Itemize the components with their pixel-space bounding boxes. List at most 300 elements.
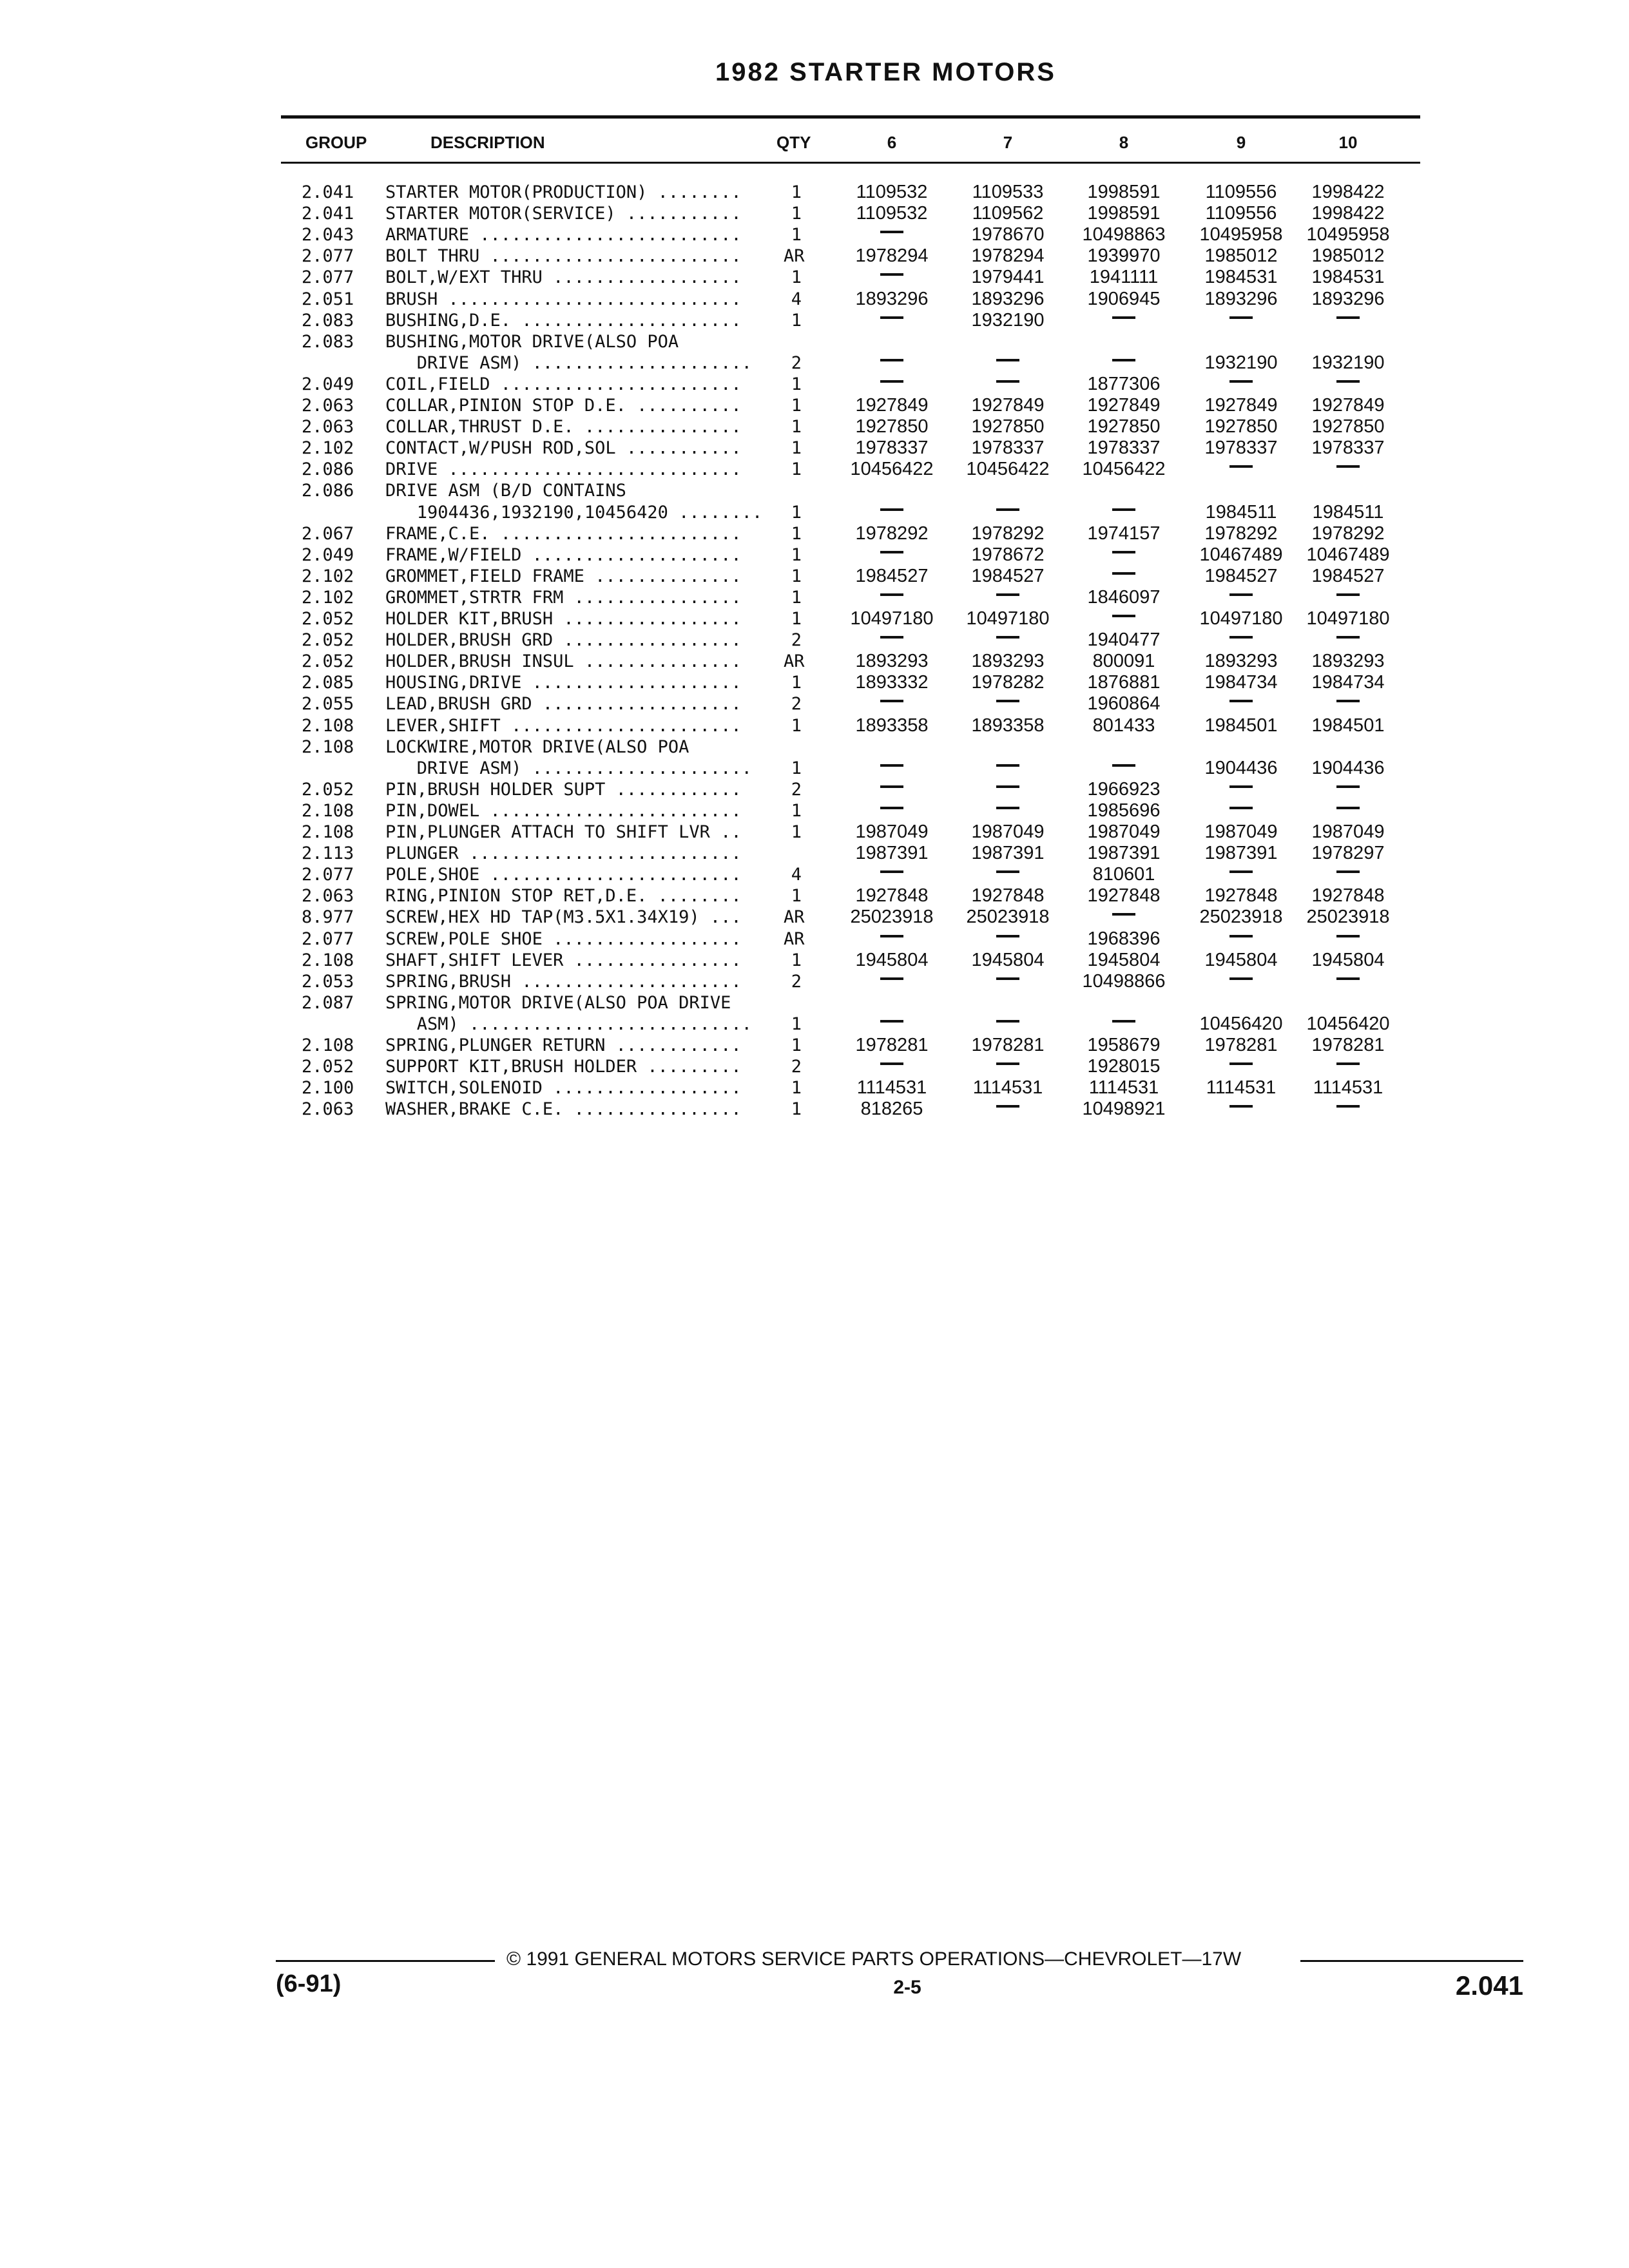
not-applicable-dash [1229, 1105, 1253, 1108]
not-applicable-dash [996, 764, 1019, 767]
group-number: 8.977 [302, 907, 354, 927]
group-number: 2.077 [302, 929, 354, 949]
header-col-9: 9 [1236, 133, 1246, 152]
part-description: BOLT THRU ........................ [385, 246, 742, 266]
part-number-col-9: 1984527 [1204, 566, 1278, 586]
not-applicable-dash [996, 807, 1019, 809]
part-number-col-10: 1984531 [1311, 267, 1385, 287]
header-col-8: 8 [1119, 133, 1129, 152]
part-number-col-8: 1114531 [1088, 1077, 1159, 1098]
part-number-col-8: 1987049 [1087, 822, 1161, 842]
part-description: GROMMET,STRTR FRM ................ [385, 588, 742, 608]
part-number-col-8: 1939970 [1087, 245, 1161, 266]
quantity: 4 [791, 865, 802, 885]
not-applicable-dash [1229, 935, 1253, 937]
quantity: 1 [791, 716, 802, 736]
quantity: 1 [791, 1014, 802, 1034]
part-number-col-7: 1979441 [971, 267, 1045, 287]
group-number: 2.052 [302, 1057, 354, 1077]
part-number-col-6: 1927848 [855, 885, 929, 906]
table-row [0, 502, 1629, 523]
part-description: HOLDER,BRUSH GRD ................. [385, 630, 742, 650]
not-applicable-dash [1112, 359, 1135, 361]
not-applicable-dash [996, 359, 1019, 361]
not-applicable-dash [1112, 572, 1135, 575]
quantity: AR [784, 651, 805, 671]
table-row [0, 331, 1629, 352]
part-number-col-10: 1987049 [1311, 822, 1385, 842]
quantity: 1 [791, 459, 802, 479]
part-description: PIN,PLUNGER ATTACH TO SHIFT LVR .. [385, 822, 742, 842]
not-applicable-dash [880, 359, 903, 361]
not-applicable-dash [1112, 615, 1135, 617]
footer-copyright: © 1991 GENERAL MOTORS SERVICE PARTS OPERATIONS—CHEVROLET—17W [506, 1948, 1242, 1970]
part-description: SCREW,POLE SHOE .................. [385, 929, 742, 949]
part-description: COLLAR,THRUST D.E. ............... [385, 417, 742, 437]
part-number-col-7: 25023918 [966, 907, 1050, 927]
part-number-col-8: 1940477 [1087, 629, 1161, 650]
table-row [0, 374, 1629, 395]
part-number-col-8: 1960864 [1087, 693, 1161, 714]
quantity: 1 [791, 609, 802, 629]
table-row [0, 203, 1629, 224]
part-number-col-10: 1945804 [1311, 950, 1385, 970]
part-number-col-6: 818265 [860, 1099, 923, 1119]
part-number-col-9: 1984501 [1204, 715, 1278, 736]
not-applicable-dash [1229, 1062, 1253, 1065]
part-description: SPRING,BRUSH ..................... [385, 972, 742, 992]
part-number-col-7: 1893293 [971, 651, 1045, 671]
quantity: 1 [791, 396, 802, 416]
part-number-col-7: 1893358 [971, 715, 1045, 736]
quantity: 1 [791, 204, 802, 224]
part-number-col-6: 1978294 [855, 245, 929, 266]
group-number: 2.077 [302, 246, 354, 266]
not-applicable-dash [996, 977, 1019, 980]
header-col-10: 10 [1338, 133, 1358, 152]
not-applicable-dash [996, 593, 1019, 596]
not-applicable-dash [996, 1105, 1019, 1108]
part-number-col-10: 1978281 [1311, 1035, 1385, 1055]
table-row [0, 800, 1629, 822]
not-applicable-dash [1229, 380, 1253, 383]
part-number-col-10: 1998422 [1311, 182, 1385, 202]
quantity: 4 [791, 289, 802, 309]
not-applicable-dash [880, 935, 903, 937]
not-applicable-dash [1112, 551, 1135, 553]
part-description: BRUSH ............................ [385, 289, 742, 309]
not-applicable-dash [1336, 870, 1360, 873]
part-number-col-9: 1978337 [1204, 437, 1278, 458]
group-number: 2.052 [302, 780, 354, 800]
quantity: 1 [791, 524, 802, 544]
part-number-col-6: 1987049 [855, 822, 929, 842]
part-number-col-8: 1945804 [1087, 950, 1161, 970]
table-row [0, 758, 1629, 779]
part-number-col-7: 10456422 [966, 459, 1050, 479]
part-number-col-8: 801433 [1092, 715, 1155, 736]
part-number-col-8: 10498866 [1082, 971, 1166, 992]
quantity: 2 [791, 353, 802, 373]
not-applicable-dash [880, 316, 903, 319]
table-row [0, 715, 1629, 736]
not-applicable-dash [996, 380, 1019, 383]
quantity: 1 [791, 1099, 802, 1119]
not-applicable-dash [996, 935, 1019, 937]
not-applicable-dash [880, 1020, 903, 1023]
part-number-col-10: 1985012 [1311, 245, 1385, 266]
part-description: ARMATURE ......................... [385, 225, 742, 245]
part-number-col-9: 1109556 [1205, 182, 1277, 202]
part-number-col-9: 1904436 [1204, 758, 1278, 778]
not-applicable-dash [880, 977, 903, 980]
group-number: 2.086 [302, 459, 354, 479]
group-number: 2.052 [302, 651, 354, 671]
part-number-col-9: 1978292 [1204, 523, 1278, 544]
table-row [0, 864, 1629, 885]
not-applicable-dash [880, 273, 903, 276]
part-number-col-7: 1978281 [971, 1035, 1045, 1055]
quantity: 1 [791, 801, 802, 821]
part-number-col-9: 1985012 [1204, 245, 1278, 266]
part-number-col-6: 1893358 [855, 715, 929, 736]
part-number-col-8: 1941111 [1089, 267, 1159, 287]
part-description: SCREW,HEX HD TAP(M3.5X1.34X19) ... [385, 907, 742, 927]
part-number-col-10: 1978297 [1311, 843, 1385, 863]
group-number: 2.077 [302, 267, 354, 287]
quantity: 1 [791, 822, 802, 842]
not-applicable-dash [1336, 935, 1360, 937]
group-number: 2.077 [302, 865, 354, 885]
group-number: 2.052 [302, 609, 354, 629]
quantity: 1 [791, 417, 802, 437]
group-number: 2.102 [302, 438, 354, 458]
table-row [0, 950, 1629, 971]
part-description: DRIVE ASM (B/D CONTAINS [385, 481, 626, 501]
not-applicable-dash [1229, 977, 1253, 980]
part-number-col-9: 1984531 [1204, 267, 1278, 287]
not-applicable-dash [996, 785, 1019, 788]
not-applicable-dash [1336, 636, 1360, 639]
not-applicable-dash [880, 785, 903, 788]
part-number-col-9: 1114531 [1206, 1077, 1277, 1098]
not-applicable-dash [1112, 508, 1135, 511]
part-number-col-9: 1927848 [1204, 885, 1278, 906]
group-number: 2.041 [302, 182, 354, 202]
quantity: 1 [791, 182, 802, 202]
quantity: AR [784, 246, 805, 266]
part-number-col-10: 10495958 [1306, 224, 1390, 245]
group-number: 2.063 [302, 417, 354, 437]
part-description: GROMMET,FIELD FRAME .............. [385, 566, 742, 586]
quantity: 1 [791, 1078, 802, 1098]
header-col-7: 7 [1003, 133, 1013, 152]
part-number-col-8: 1974157 [1087, 523, 1161, 544]
quantity: 1 [791, 311, 802, 331]
header-description: DESCRIPTION [430, 133, 545, 152]
table-row [0, 352, 1629, 374]
header-group: GROUP [305, 133, 367, 152]
part-number-col-8: 1958679 [1087, 1035, 1161, 1055]
part-number-col-8: 1877306 [1087, 374, 1161, 394]
quantity: 2 [791, 1057, 802, 1077]
part-description: SPRING,MOTOR DRIVE(ALSO POA DRIVE [385, 993, 731, 1013]
not-applicable-dash [1336, 785, 1360, 788]
group-number: 2.043 [302, 225, 354, 245]
part-description: SHAFT,SHIFT LEVER ................ [385, 950, 742, 970]
not-applicable-dash [1229, 593, 1253, 596]
quantity: 1 [791, 374, 802, 394]
part-description: LEAD,BRUSH GRD ................... [385, 694, 742, 714]
part-number-col-7: 1927849 [971, 395, 1045, 416]
footer-section-number: 2.041 [1455, 1970, 1523, 2001]
part-description: COIL,FIELD ....................... [385, 374, 742, 394]
part-number-col-9: 1893293 [1204, 651, 1278, 671]
part-description: STARTER MOTOR(PRODUCTION) ........ [385, 182, 742, 202]
table-row [0, 289, 1629, 310]
quantity: 1 [791, 673, 802, 693]
part-number-col-7: 1978294 [971, 245, 1045, 266]
table-row [0, 822, 1629, 843]
part-number-col-6: 1109532 [856, 203, 928, 224]
part-number-col-8: 810601 [1092, 864, 1155, 885]
table-row [0, 224, 1629, 245]
table-row [0, 608, 1629, 629]
part-number-col-6: 1893332 [855, 672, 929, 693]
table-row [0, 629, 1629, 651]
table-row [0, 1099, 1629, 1120]
part-number-col-10: 10467489 [1306, 544, 1390, 565]
group-number: 2.100 [302, 1078, 354, 1098]
header-qty: QTY [776, 133, 811, 152]
part-number-col-8: 1966923 [1087, 779, 1161, 800]
part-description: BUSHING,D.E. ..................... [385, 311, 742, 331]
not-applicable-dash [996, 700, 1019, 702]
part-number-col-8: 1927849 [1087, 395, 1161, 416]
part-number-col-10: 10456420 [1306, 1014, 1390, 1034]
part-number-col-10: 1893293 [1311, 651, 1385, 671]
part-number-col-7: 1109533 [972, 182, 1044, 202]
table-row [0, 971, 1629, 992]
part-number-col-7: 1978337 [971, 437, 1045, 458]
not-applicable-dash [996, 1020, 1019, 1023]
footer-rule-left [276, 1960, 495, 1962]
not-applicable-dash [880, 870, 903, 873]
part-number-col-10: 1978292 [1311, 523, 1385, 544]
group-number: 2.053 [302, 972, 354, 992]
part-number-col-8: 10456422 [1082, 459, 1166, 479]
group-number: 2.067 [302, 524, 354, 544]
part-number-col-6: 1927850 [855, 416, 929, 437]
part-description: 1904436,1932190,10456420 ........ [385, 503, 763, 523]
group-number: 2.085 [302, 673, 354, 693]
part-number-col-6: 1987391 [855, 843, 929, 863]
part-description: HOUSING,DRIVE .................... [385, 673, 742, 693]
quantity: 1 [791, 886, 802, 906]
table-row [0, 885, 1629, 907]
part-number-col-10: 1114531 [1313, 1077, 1383, 1098]
part-description: SUPPORT KIT,BRUSH HOLDER ......... [385, 1057, 742, 1077]
part-number-col-6: 1893296 [855, 289, 929, 309]
quantity: 1 [791, 503, 802, 523]
part-description: ASM) ........................... [385, 1014, 752, 1034]
part-number-col-9: 10497180 [1199, 608, 1283, 629]
not-applicable-dash [1229, 465, 1253, 468]
part-description: HOLDER KIT,BRUSH ................. [385, 609, 742, 629]
not-applicable-dash [880, 700, 903, 702]
part-number-col-8: 1985696 [1087, 800, 1161, 821]
part-description: HOLDER,BRUSH INSUL ............... [385, 651, 742, 671]
part-number-col-7: 1932190 [971, 310, 1045, 331]
group-number: 2.086 [302, 481, 354, 501]
not-applicable-dash [1336, 316, 1360, 319]
part-number-col-8: 10498921 [1082, 1099, 1166, 1119]
quantity: 1 [791, 438, 802, 458]
table-row [0, 736, 1629, 758]
part-number-col-7: 1984527 [971, 566, 1045, 586]
group-number: 2.063 [302, 1099, 354, 1119]
quantity: 2 [791, 694, 802, 714]
part-number-col-9: 10467489 [1199, 544, 1283, 565]
part-number-col-6: 10456422 [850, 459, 934, 479]
footer-page-number: 2-5 [893, 1977, 921, 1998]
not-applicable-dash [1336, 593, 1360, 596]
quantity: 2 [791, 630, 802, 650]
group-number: 2.108 [302, 950, 354, 970]
table-row [0, 693, 1629, 715]
part-description: FRAME,W/FIELD .................... [385, 545, 742, 565]
group-number: 2.102 [302, 588, 354, 608]
table-row [0, 245, 1629, 267]
part-number-col-9: 1978281 [1204, 1035, 1278, 1055]
not-applicable-dash [1336, 977, 1360, 980]
part-number-col-6: 1945804 [855, 950, 929, 970]
table-row [0, 907, 1629, 928]
part-number-col-8: 1998591 [1087, 203, 1161, 224]
part-number-col-7: 1978672 [971, 544, 1045, 565]
not-applicable-dash [1336, 465, 1360, 468]
part-description: LOCKWIRE,MOTOR DRIVE(ALSO POA [385, 737, 689, 757]
part-number-col-8: 1968396 [1087, 928, 1161, 949]
group-number: 2.055 [302, 694, 354, 714]
part-description: CONTACT,W/PUSH ROD,SOL ........... [385, 438, 742, 458]
not-applicable-dash [1336, 380, 1360, 383]
group-number: 2.102 [302, 566, 354, 586]
group-number: 2.051 [302, 289, 354, 309]
table-row [0, 395, 1629, 416]
part-number-col-8: 1998591 [1087, 182, 1161, 202]
part-number-col-7: 10497180 [966, 608, 1050, 629]
not-applicable-dash [880, 231, 903, 233]
part-number-col-8: 800091 [1092, 651, 1155, 671]
part-number-col-10: 1978337 [1311, 437, 1385, 458]
group-number: 2.063 [302, 886, 354, 906]
part-number-col-6: 10497180 [850, 608, 934, 629]
part-number-col-10: 1984511 [1312, 502, 1384, 523]
part-number-col-6: 1984527 [855, 566, 929, 586]
part-description: RING,PINION STOP RET,D.E. ........ [385, 886, 742, 906]
part-number-col-9: 1109556 [1205, 203, 1277, 224]
table-row [0, 1014, 1629, 1035]
not-applicable-dash [1112, 316, 1135, 319]
group-number: 2.052 [302, 630, 354, 650]
part-number-col-6: 1978281 [855, 1035, 929, 1055]
group-number: 2.049 [302, 374, 354, 394]
part-description: PIN,DOWEL ........................ [385, 801, 742, 821]
part-number-col-9: 10456420 [1199, 1014, 1283, 1034]
not-applicable-dash [1229, 636, 1253, 639]
part-number-col-8: 1906945 [1087, 289, 1161, 309]
part-number-col-10: 1998422 [1311, 203, 1385, 224]
part-number-col-8: 1927850 [1087, 416, 1161, 437]
header-rule [281, 162, 1420, 164]
not-applicable-dash [1112, 913, 1135, 916]
quantity: 1 [791, 545, 802, 565]
table-row [0, 843, 1629, 864]
not-applicable-dash [880, 636, 903, 639]
part-number-col-10: 1904436 [1311, 758, 1385, 778]
part-number-col-10: 1984501 [1311, 715, 1385, 736]
not-applicable-dash [880, 380, 903, 383]
part-description: DRIVE ASM) ..................... [385, 353, 752, 373]
table-row [0, 480, 1629, 501]
not-applicable-dash [1229, 807, 1253, 809]
footer-rule-right [1300, 1960, 1523, 1962]
group-number: 2.083 [302, 311, 354, 331]
not-applicable-dash [996, 636, 1019, 639]
part-number-col-10: 25023918 [1306, 907, 1390, 927]
table-row [0, 459, 1629, 480]
not-applicable-dash [880, 1062, 903, 1065]
table-row [0, 992, 1629, 1014]
quantity: 2 [791, 972, 802, 992]
not-applicable-dash [1336, 1105, 1360, 1108]
quantity: 1 [791, 758, 802, 778]
top-rule [281, 115, 1420, 119]
part-number-col-8: 1978337 [1087, 437, 1161, 458]
part-number-col-8: 1928015 [1087, 1056, 1161, 1077]
part-number-col-6: 1109532 [856, 182, 928, 202]
table-row [0, 267, 1629, 288]
part-number-col-10: 1984527 [1311, 566, 1385, 586]
not-applicable-dash [996, 1062, 1019, 1065]
quantity: 2 [791, 780, 802, 800]
part-number-col-8: 1927848 [1087, 885, 1161, 906]
part-number-col-7: 1114531 [972, 1077, 1043, 1098]
part-number-col-9: 1984511 [1205, 502, 1277, 523]
group-number: 2.063 [302, 396, 354, 416]
page-title: 1982 STARTER MOTORS [715, 58, 1056, 86]
part-number-col-7: 1987049 [971, 822, 1045, 842]
quantity: 1 [791, 588, 802, 608]
part-number-col-10: 1927849 [1311, 395, 1385, 416]
part-number-col-10: 1932190 [1311, 352, 1385, 373]
part-description: LEVER,SHIFT ...................... [385, 716, 742, 736]
part-number-col-9: 1927850 [1204, 416, 1278, 437]
part-number-col-10: 10497180 [1306, 608, 1390, 629]
not-applicable-dash [1229, 870, 1253, 873]
part-description: PLUNGER .......................... [385, 843, 742, 863]
part-description: SWITCH,SOLENOID .................. [385, 1078, 742, 1098]
part-number-col-6: 1978337 [855, 437, 929, 458]
part-number-col-7: 1927850 [971, 416, 1045, 437]
part-number-col-10: 1893296 [1311, 289, 1385, 309]
not-applicable-dash [880, 551, 903, 553]
not-applicable-dash [1229, 316, 1253, 319]
part-number-col-9: 1984734 [1204, 672, 1278, 693]
part-number-col-9: 1987391 [1204, 843, 1278, 863]
table-row [0, 566, 1629, 587]
